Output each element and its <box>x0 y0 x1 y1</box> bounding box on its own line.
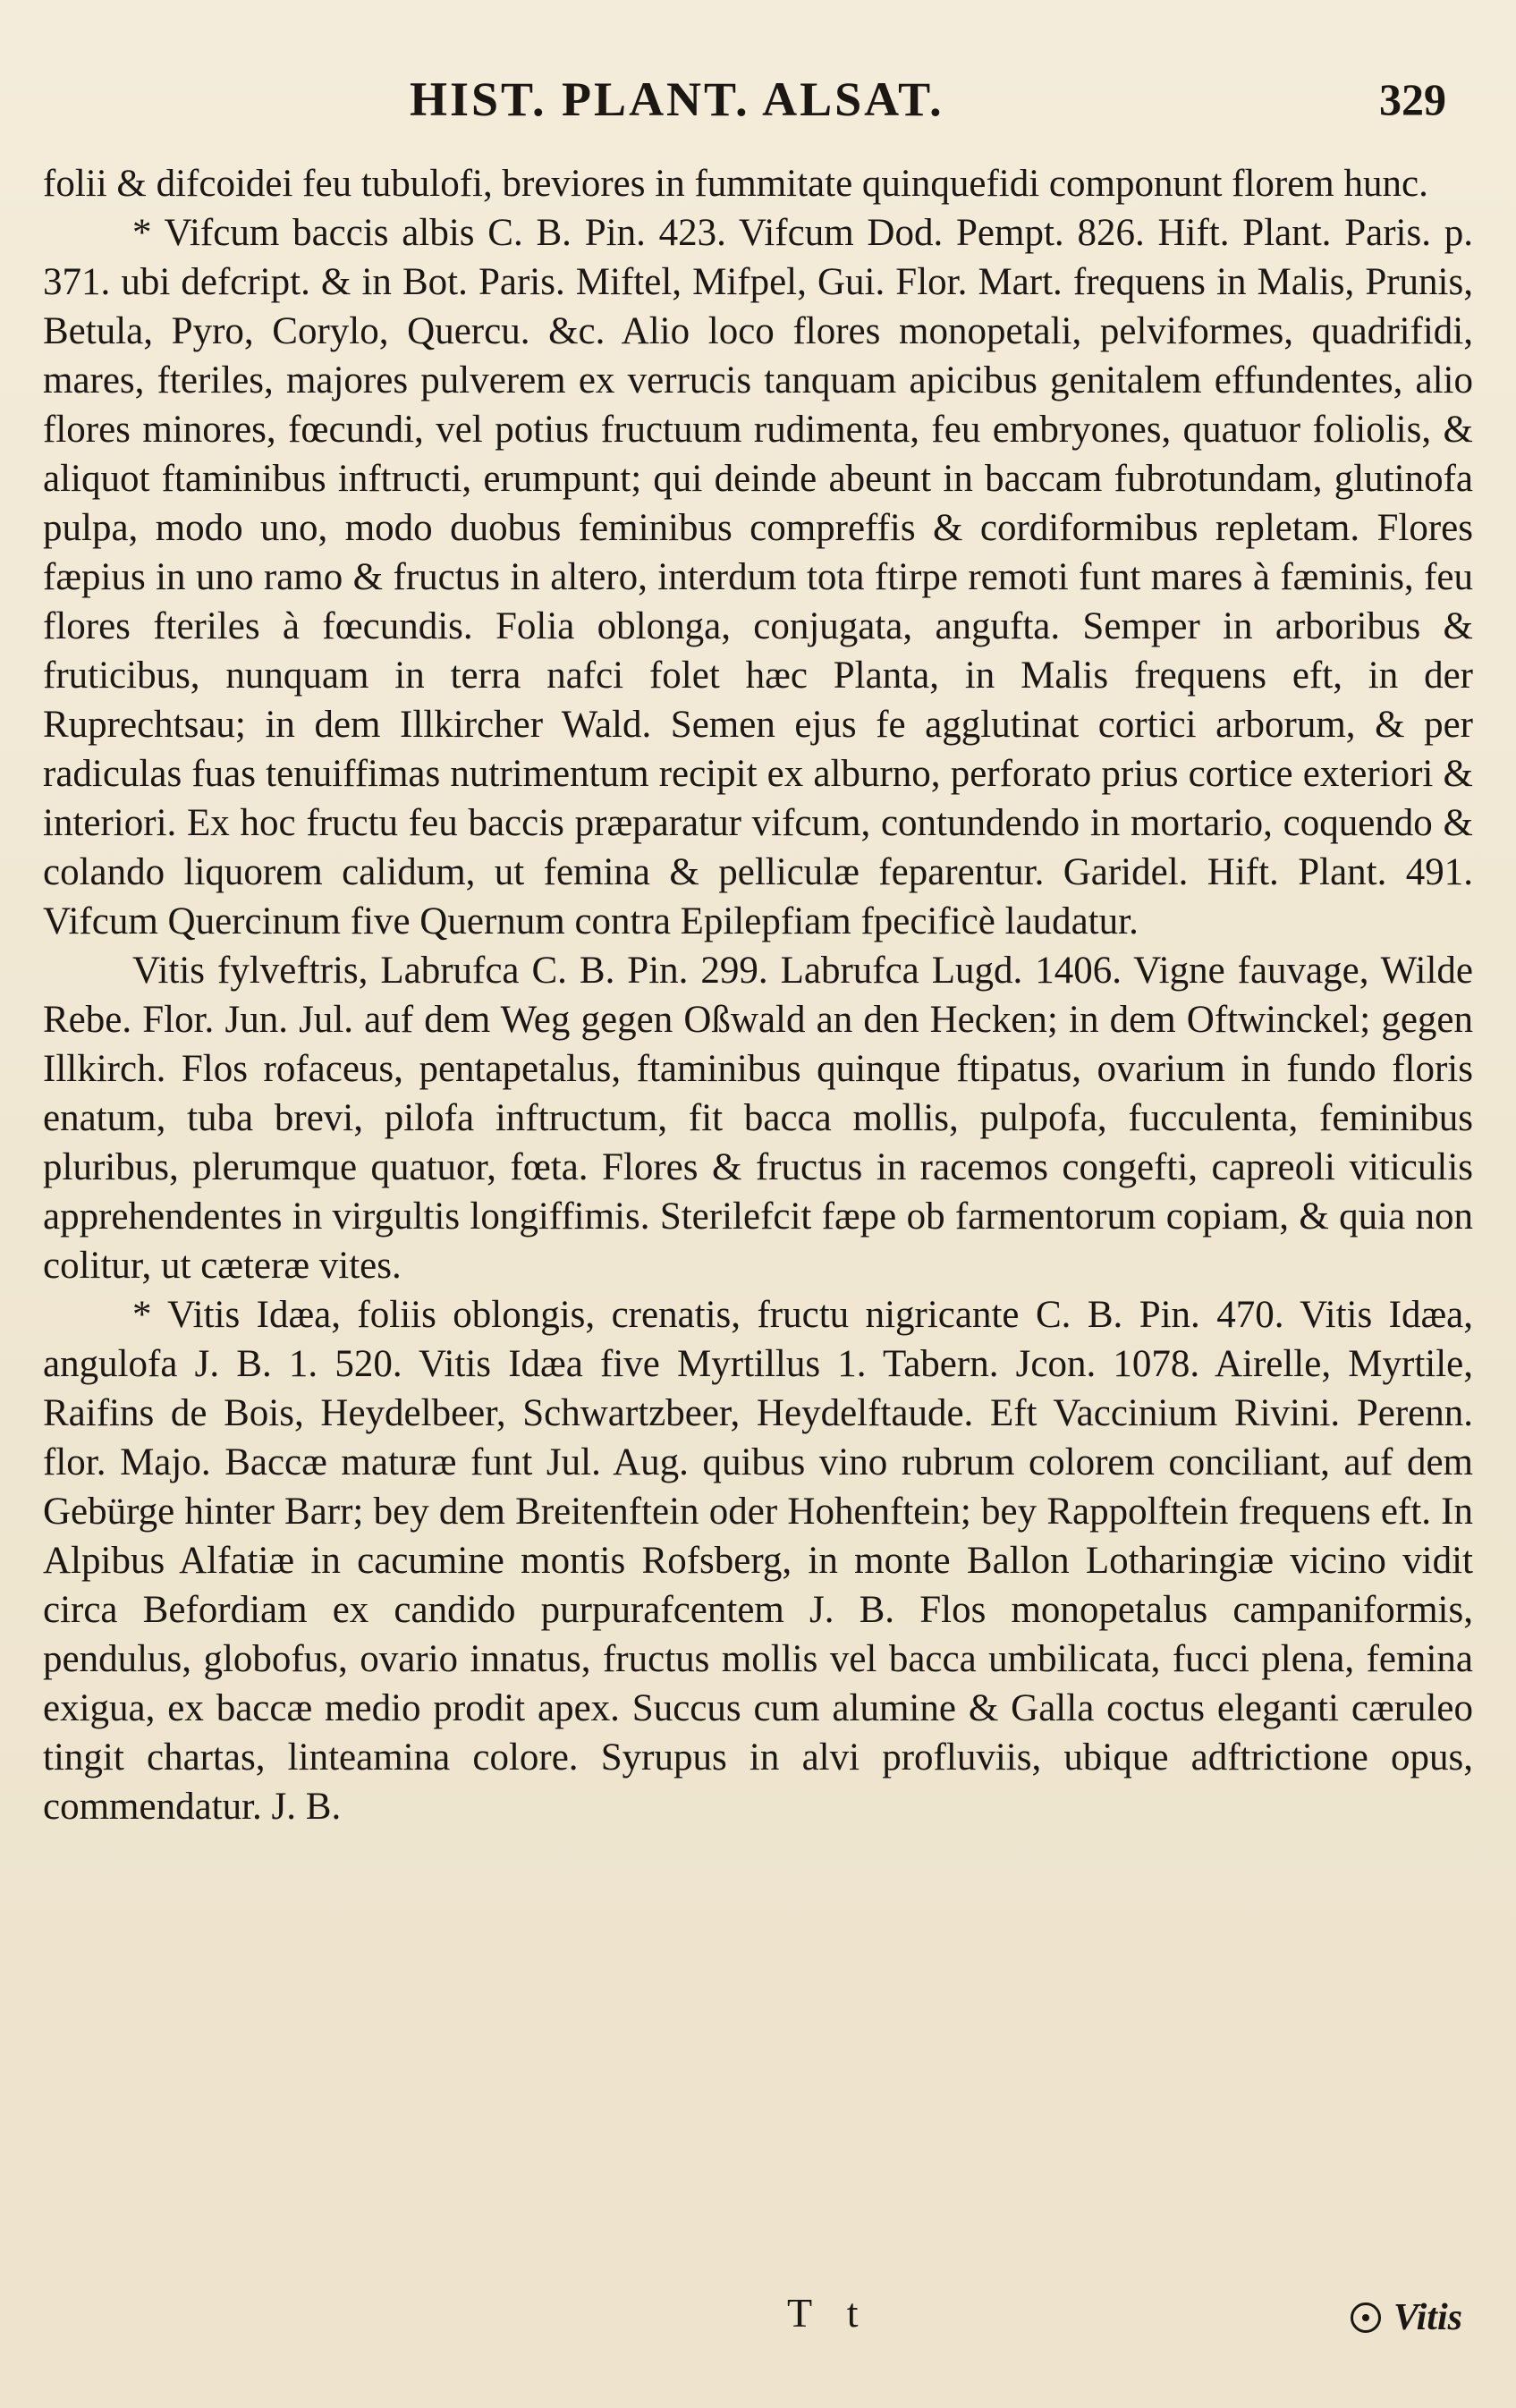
body-text <box>43 159 1473 1831</box>
paragraph-compositae-continuation: folii & difcoidei feu tubulofi, breviores in fummitate quinquefidi componunt florem hunc. <box>43 163 1428 205</box>
paragraph-vitis-idaea: * Vitis Idæa, foliis oblongis, crenatis, fructu nigricante C. B. Pin. 470. Vitis Idæa, angulofa J. B. 1. 520. Vitis Idæa five Myrtillus 1. Tabern. Jcon. 1078. Airelle, Myrtile, Raifins de Bois, Heydelbeer, Schwartzbeer, Heydelftaude. Eft Vaccinium Rivini. Perenn. flor. Majo. Baccæ maturæ funt Jul. Aug. quibus vino rubrum colorem conciliant, auf dem Gebürge hinter Barr; bey dem Breitenftein oder Hohenftein; bey Rappolftein frequens eft. In Alpibus Alfatiæ in cacumine montis Rofsberg, in monte Ballon Lotharingiæ vicino vidit circa Befordiam ex candido purpurafcentem J. B. Flos monopetalus campaniformis, pendulus, globofus, ovario innatus, fructus mollis vel bacca umbilicata, fucci plena, femina exigua, ex baccæ medio prodit apex. Succus cum alumine & Galla coctus eleganti cæruleo tingit chartas, linteamina colore. Syrupus in alvi profluviis, ubique adftrictione opus, commendatur. J. B. <box>43 1294 1473 1828</box>
catchword <box>1351 2296 1462 2339</box>
circle-symbol-icon <box>1351 2302 1381 2333</box>
page-number: 329 <box>1379 74 1446 124</box>
running-title: HIST. PLANT. ALSAT. <box>410 72 944 126</box>
signature-mark: T t <box>787 2290 871 2336</box>
page-footer <box>0 2289 1516 2361</box>
paragraph-viscum: * Vifcum baccis albis C. B. Pin. 423. Vifcum Dod. Pempt. 826. Hift. Plant. Paris. p. 371. ubi defcript. & in Bot. Paris. Miftel, Mifpel, Gui. Flor. Mart. frequens in Malis, Prunis, Betula, Pyro, Corylo, Quercu. &c. Alio loco flores monopetali, pelviformes, quadrifidi, mares, fteriles, majores pulverem ex verrucis tanquam apicibus genitalem effundentes, alio flores minores, fœcundi, vel potius fructuum rudimenta, feu embryones, quatuor foliolis, & aliquot ftaminibus inftructi, erumpunt; qui deinde abeunt in baccam fubrotundam, glutinofa pulpa, modo uno, modo duobus feminibus compreffis & cordiformibus repletam. Flores fæpius in uno ramo & fructus in altero, interdum tota ftirpe remoti funt mares à fæminis, feu flores fteriles à fœcundis. Folia oblonga, conjugata, angufta. Semper in arboribus & fruticibus, nunquam in terra nafci folet hæc Planta, in Malis frequens eft, in der Ruprechtsau; in dem Illkircher Wald. Semen ejus fe agglutinat cortici arborum, & per radiculas fuas tenuiffimas nutrimentum recipit ex alburno, perforato prius cortice exteriori & interiori. Ex hoc fructu feu baccis præparatur vifcum, contundendo in mortario, coquendo & colando liquorem calidum, ut femina & pelliculæ feparentur. Garidel. Hift. Plant. 491. Vifcum Quercinum five Quernum contra Epilepfiam fpecificè laudatur. <box>43 212 1473 942</box>
paragraph-vitis-sylvestris: Vitis fylveftris, Labrufca C. B. Pin. 299. Labrufca Lugd. 1406. Vigne fauvage, Wilde Rebe. Flor. Jun. Jul. auf dem Weg gegen Oßwald an den Hecken; in dem Oftwinckel; gegen Illkirch. Flos rofaceus, pentapetalus, ftaminibus quinque ftipatus, ovarium in fundo floris enatum, tuba brevi, pilofa inftructum, fit bacca mollis, pulpofa, fucculenta, feminibus pluribus, plerumque quatuor, fœta. Flores & fructus in racemos congefti, capreoli viticulis apprehendentes in virgultis longiffimis. Sterilefcit fæpe ob farmentorum copiam, & quia non colitur, ut cæteræ vites. <box>43 950 1473 1287</box>
page-header <box>43 72 1473 143</box>
catchword-text: Vitis <box>1393 2297 1462 2338</box>
